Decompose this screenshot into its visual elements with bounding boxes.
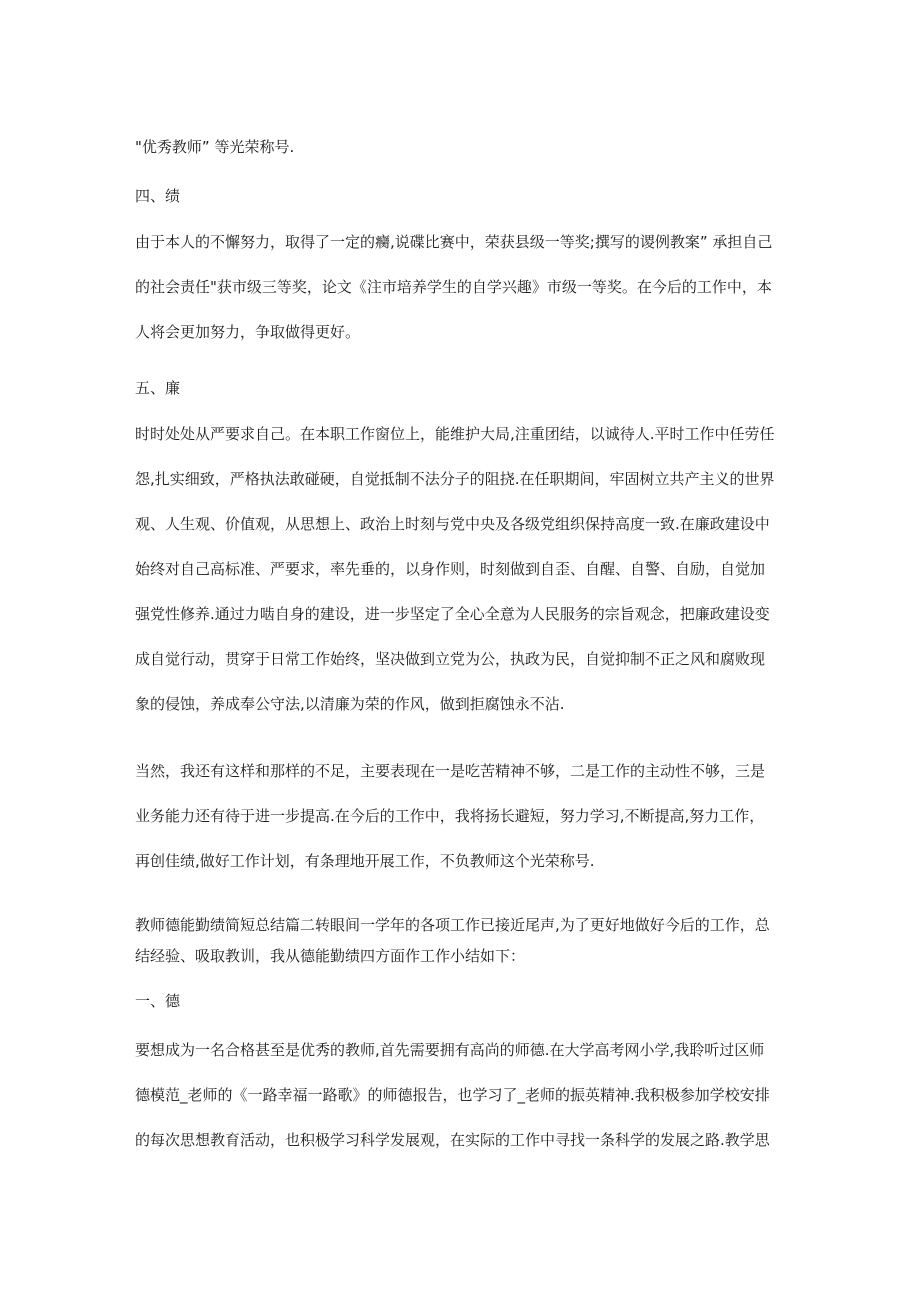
text-line: 人将会更加努力，争取做得更好。 — [135, 323, 361, 341]
section-heading-lian: 五、廉 — [135, 379, 181, 397]
paragraph-ji — [135, 232, 795, 343]
paragraph-dangran — [135, 761, 795, 872]
text-line: 成自觉行动，贯穿于日常工作始终，坚决做到立党为公，执政为民，自觉抑制不正之风和腐败现 — [135, 650, 766, 668]
text-line: 教师德能勤绩简短总结篇二转眼间一学年的各项工作已接近尾声,为了更好地做好今后的工作，总 — [135, 916, 770, 934]
text-line: 始终对自己高标准、严要求，率先垂的，以身作则，时刻做到自歪、自醒、自警、自励，自觉加 — [135, 560, 766, 578]
text-line: "优秀教师” 等光荣称号. — [135, 138, 295, 156]
section-heading-ji: 四、绩 — [135, 187, 181, 205]
text-line: 的每次思想教育活动，也积极学习科学发展观，在实际的工作中寻找一条科学的发展之路.教学思 — [135, 1131, 770, 1149]
section-heading-de: 一、德 — [135, 992, 181, 1010]
text-line: 结经验、吸取教训，我从德能勤绩四方面作工作小结如下： — [135, 947, 526, 965]
text-line: 再创佳绩,做好工作计划，有条理地开展工作，不负教师这个光荣称号. — [135, 852, 595, 870]
text-line: 的社会责任"获市级三等奖，论文《注市培养学生的自学兴趣》市级一等奖。在今后的工作中，本 — [135, 278, 772, 296]
text-line: 当然，我还有这样和那样的不足，主要表现在一是吃苦精神不够，二是工作的主动性不够，三是 — [135, 762, 766, 780]
text-line: 怨,扎实细致，严格执法敢碰硬，自觉抵制不法分子的阻挠.在任职期间，牢固树立共产主义的世界 — [135, 470, 775, 488]
text-line: 象的侵蚀，养成奉公守法,以清廉为荣的作风，做到拒腐蚀永不沾. — [135, 695, 565, 713]
paragraph-title-line — [135, 137, 795, 158]
paragraph-de — [135, 1040, 795, 1151]
text-line: 由于本人的不懈努力，取得了一定的癵,说碟比赛中，荣获县级一等奖;撰写的谡例教案” 承担自己 — [135, 233, 773, 251]
paragraph-pian2 — [135, 915, 795, 967]
paragraph-lian — [135, 424, 795, 715]
text-line: 观、人生观、价值观，从思想上、政治上时刻与党中央及各级党组织保持高度一致.在廉政建设中 — [135, 515, 770, 533]
text-line: 要想成为一名合格甚至是优秀的教师,首先需要拥有高尚的师德.在大学高考网小学,我聆听过区师 — [135, 1041, 765, 1059]
text-line: 强党性修养.通过力啮自身的建设，进一步坚定了全心全意为人民服务的宗旨观念，把廉政建设变 — [135, 605, 770, 623]
text-line: 时时处处从严要求自己。在本职工作窗位上，能维护大局,注重团结，以诚待人.平时工作中任劳任 — [135, 425, 775, 443]
text-line: 业务能力还有待于进一步提高.在今后的工作中，我将扬长避短，努力学习,不断提高,努力工作， — [135, 807, 765, 825]
text-line: 德模范_老师的《一路幸福一路歌》的师德报告，也学习了_老师的振英精神.我积极参加学校安排 — [135, 1086, 770, 1104]
